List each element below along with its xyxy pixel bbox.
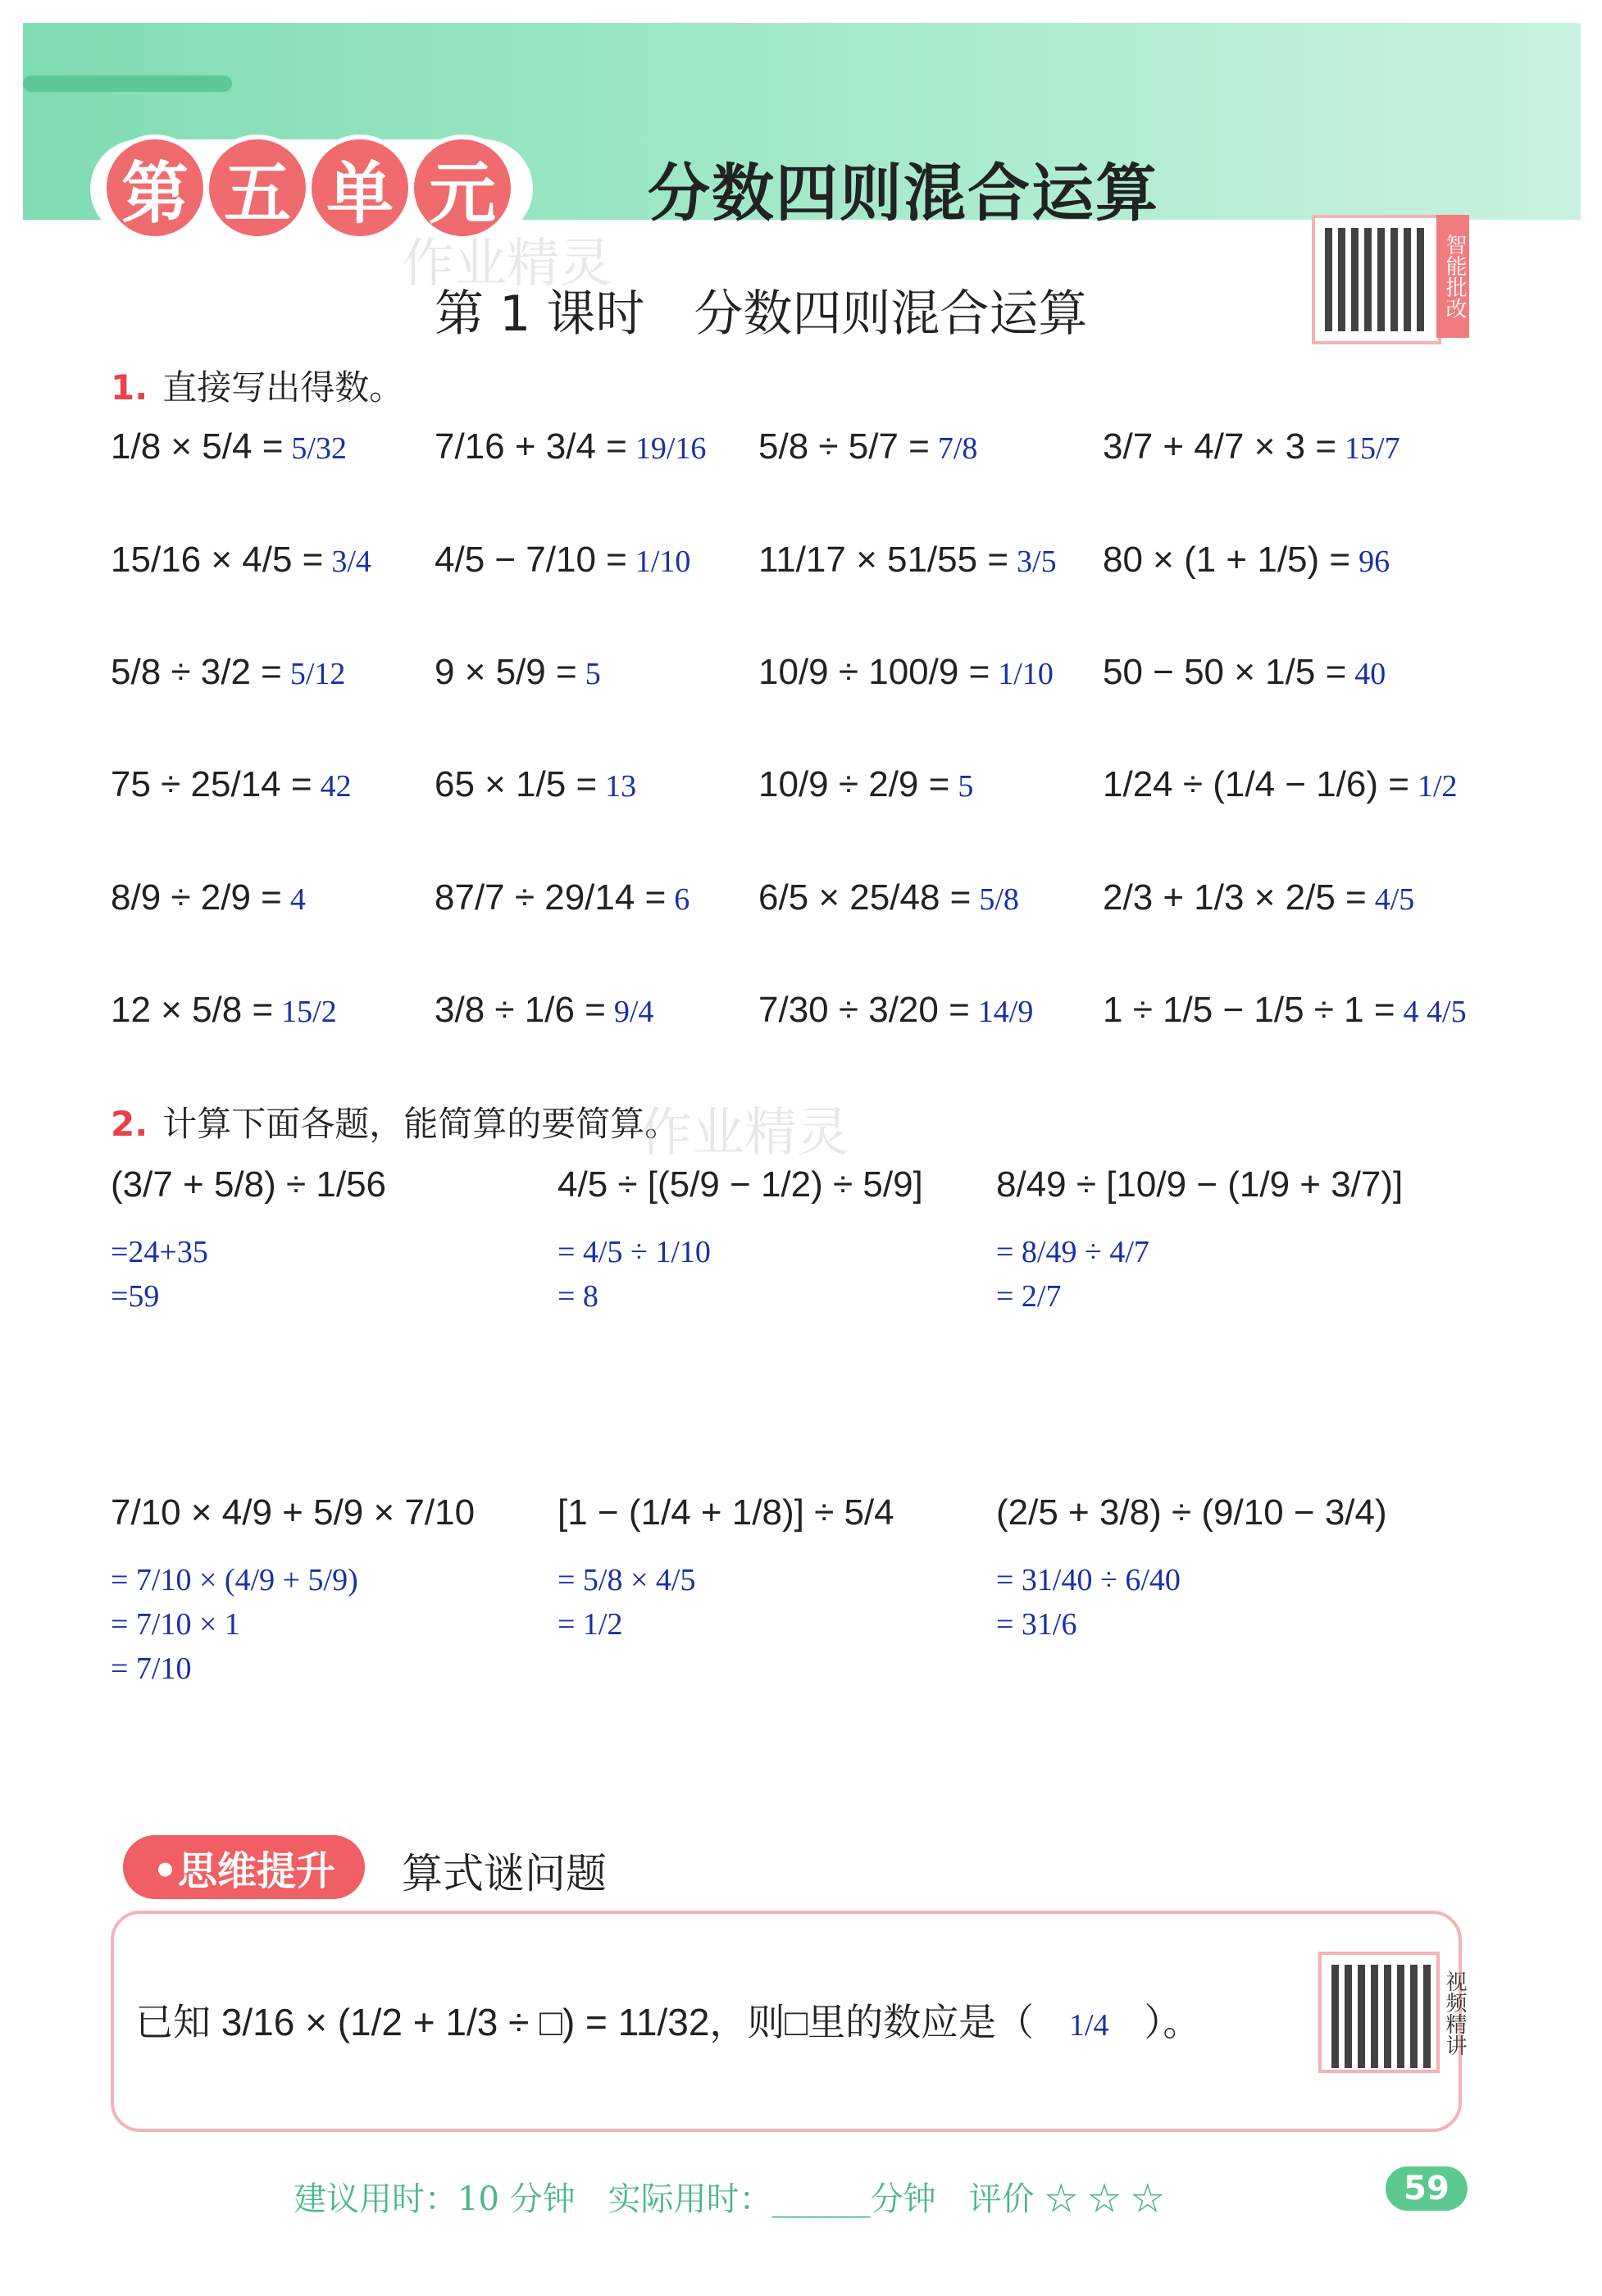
q1-answer: 1/10 (635, 544, 691, 579)
q1-expression: 7/16 + 3/4 = (435, 426, 627, 467)
thinking-question (135, 1993, 1200, 2047)
q1-answer: 14/9 (977, 995, 1034, 1029)
q2-work-line: = 7/10 (111, 1651, 192, 1686)
q1-heading (111, 361, 403, 410)
unit-char: 五 (209, 139, 306, 236)
q1-answer: 15/7 (1345, 431, 1400, 466)
q1-expression: 10/9 ÷ 2/9 = (758, 764, 950, 804)
q1-expression: 65 × 1/5 = (435, 764, 598, 804)
q1-item (1103, 764, 1458, 805)
q1-item (435, 990, 653, 1031)
q1-item (758, 990, 1033, 1031)
q1-expression: 5/8 ÷ 3/2 = (111, 652, 282, 692)
footer-text: 建议用时：10 分钟 实际用时：______分钟 评价 ☆ ☆ ☆ (294, 2180, 1164, 2218)
q1-expression: 7/30 ÷ 3/20 = (758, 990, 970, 1030)
q1-answer: 5 (958, 769, 974, 804)
q1-item (111, 764, 352, 805)
q1-expression: 3/8 ÷ 1/6 = (435, 990, 606, 1030)
q2-expression: (2/5 + 3/8) ÷ (9/10 − 3/4) (996, 1492, 1387, 1533)
q1-answer: 3/4 (331, 544, 371, 579)
q1-answer: 5/12 (289, 657, 346, 691)
unit-title: 分数四则混合运算 (648, 157, 1159, 230)
q1-answer: 1/10 (998, 657, 1054, 691)
thinking-question-prefix: 已知 3/16 × (1/2 + 1/3 ÷ □) = 11/32，则□里的数应是（ (135, 2001, 1035, 2043)
q1-item (1103, 990, 1467, 1031)
q1-item (435, 652, 601, 693)
q1-item (435, 426, 706, 467)
q1-item (435, 540, 690, 581)
q1-answer: 9/4 (613, 995, 654, 1029)
thinking-question-suffix: ）。 (1144, 2001, 1201, 2043)
q1-answer: 13 (605, 769, 637, 804)
q2-heading (111, 1097, 679, 1146)
q1-answer: 5/32 (291, 431, 347, 466)
q1-item (758, 540, 1057, 581)
unit-char: 单 (312, 139, 408, 236)
q2-work-line: =24+35 (111, 1235, 208, 1269)
qr-code-icon[interactable] (1318, 1952, 1440, 2073)
lesson-title: 第 1 课时 分数四则混合运算 (435, 285, 1088, 343)
q1-answer: 40 (1354, 657, 1386, 691)
q2-work-line: = 8 (558, 1279, 598, 1314)
q2-expression: (3/7 + 5/8) ÷ 1/56 (111, 1164, 387, 1205)
q1-item (758, 652, 1054, 693)
q2-work-line: = 7/10 × 1 (111, 1607, 240, 1642)
q1-item (435, 764, 636, 805)
q1-item (111, 540, 371, 581)
q2-work-line: = 31/6 (996, 1607, 1077, 1642)
q1-answer: 15/2 (281, 995, 337, 1029)
q1-answer: 7/8 (937, 431, 978, 466)
q1-expression: 11/17 × 51/55 = (758, 540, 1009, 580)
q1-answer: 3/5 (1017, 544, 1057, 579)
q1-answer: 42 (320, 769, 352, 804)
qr-tag: 智能批改 (1436, 215, 1469, 338)
q1-item (111, 652, 345, 693)
q2-work-line: = 2/7 (996, 1279, 1062, 1314)
q1-answer: 4/5 (1374, 882, 1415, 917)
q1-item (111, 426, 347, 467)
q1-item (1103, 652, 1386, 693)
unit-char: 第 (107, 139, 203, 236)
q1-expression: 87/7 ÷ 29/14 = (435, 877, 667, 918)
q1-item (111, 990, 337, 1031)
thinking-answer: 1/4 (1068, 2008, 1109, 2043)
q2-work-line: = 8/49 ÷ 4/7 (996, 1235, 1149, 1269)
q1-item (111, 877, 306, 918)
qr-code-icon[interactable] (1312, 215, 1441, 344)
q1-item (1103, 426, 1400, 467)
q1-expression: 8/9 ÷ 2/9 = (111, 877, 282, 918)
q1-expression: 15/16 × 4/5 = (111, 540, 324, 580)
q1-expression: 5/8 ÷ 5/7 = (758, 426, 930, 467)
q2-work-line: = 7/10 × (4/9 + 5/9) (111, 1563, 358, 1597)
q1-item (1103, 540, 1390, 581)
watermark: 作业精灵 (639, 1103, 849, 1164)
q2-expression: 8/49 ÷ [10/9 − (1/9 + 3/7)] (996, 1164, 1404, 1205)
q1-item (758, 877, 1019, 918)
q2-work-line: = 1/2 (558, 1607, 623, 1642)
q1-answer: 6 (674, 882, 690, 917)
q2-work-line: = 4/5 ÷ 1/10 (558, 1235, 711, 1269)
q1-number: 1. (111, 367, 148, 408)
qr-tag: 视频精讲 (1442, 1970, 1467, 2056)
q2-expression: [1 − (1/4 + 1/8)] ÷ 5/4 (558, 1492, 894, 1533)
q1-expression: 10/9 ÷ 100/9 = (758, 652, 990, 692)
q1-expression: 4/5 − 7/10 = (435, 540, 627, 580)
q1-expression: 1/24 ÷ (1/4 − 1/6) = (1103, 764, 1409, 804)
q1-item (758, 426, 977, 467)
q2-heading-text: 计算下面各题，能简算的要简算。 (162, 1104, 680, 1144)
q1-expression: 50 − 50 × 1/5 = (1103, 652, 1347, 692)
q2-expression: 7/10 × 4/9 + 5/9 × 7/10 (111, 1492, 476, 1533)
q1-expression: 75 ÷ 25/14 = (111, 764, 312, 804)
q1-answer: 5/8 (979, 882, 1019, 917)
q1-answer: 96 (1359, 544, 1390, 579)
unit-char: 元 (414, 139, 511, 236)
q1-heading-text: 直接写出得数。 (162, 367, 404, 408)
q1-expression: 9 × 5/9 = (435, 652, 577, 692)
q1-expression: 6/5 × 25/48 = (758, 877, 972, 918)
q2-work-line: =59 (111, 1279, 160, 1314)
q1-answer: 4 (289, 882, 306, 917)
thinking-badge: •思维提升 (123, 1835, 365, 1899)
q1-answer: 19/16 (635, 431, 707, 466)
q2-work-line: = 5/8 × 4/5 (558, 1563, 696, 1597)
q2-number: 2. (111, 1104, 148, 1144)
q1-answer: 4 4/5 (1403, 995, 1467, 1029)
q1-answer: 5 (585, 657, 601, 691)
q1-expression: 2/3 + 1/3 × 2/5 = (1103, 877, 1367, 918)
q1-expression: 1/8 × 5/4 = (111, 426, 284, 467)
q2-expression: 4/5 ÷ [(5/9 − 1/2) ÷ 5/9] (558, 1164, 923, 1205)
watermark: 作业精灵 (402, 234, 612, 294)
q2-work-line: = 31/40 ÷ 6/40 (996, 1563, 1181, 1597)
q1-answer: 1/2 (1417, 769, 1458, 804)
q1-expression: 1 ÷ 1/5 − 1/5 ÷ 1 = (1103, 990, 1395, 1030)
q1-item (1103, 877, 1414, 918)
q1-item (758, 764, 973, 805)
q1-expression: 3/7 + 4/7 × 3 = (1103, 426, 1337, 467)
thinking-title: 算式谜问题 (402, 1850, 607, 1897)
q1-expression: 12 × 5/8 = (111, 990, 274, 1030)
q1-item (435, 877, 689, 918)
page-number: 59 (1386, 2166, 1468, 2211)
q1-expression: 80 × (1 + 1/5) = (1103, 540, 1351, 580)
header-strip (23, 75, 232, 92)
